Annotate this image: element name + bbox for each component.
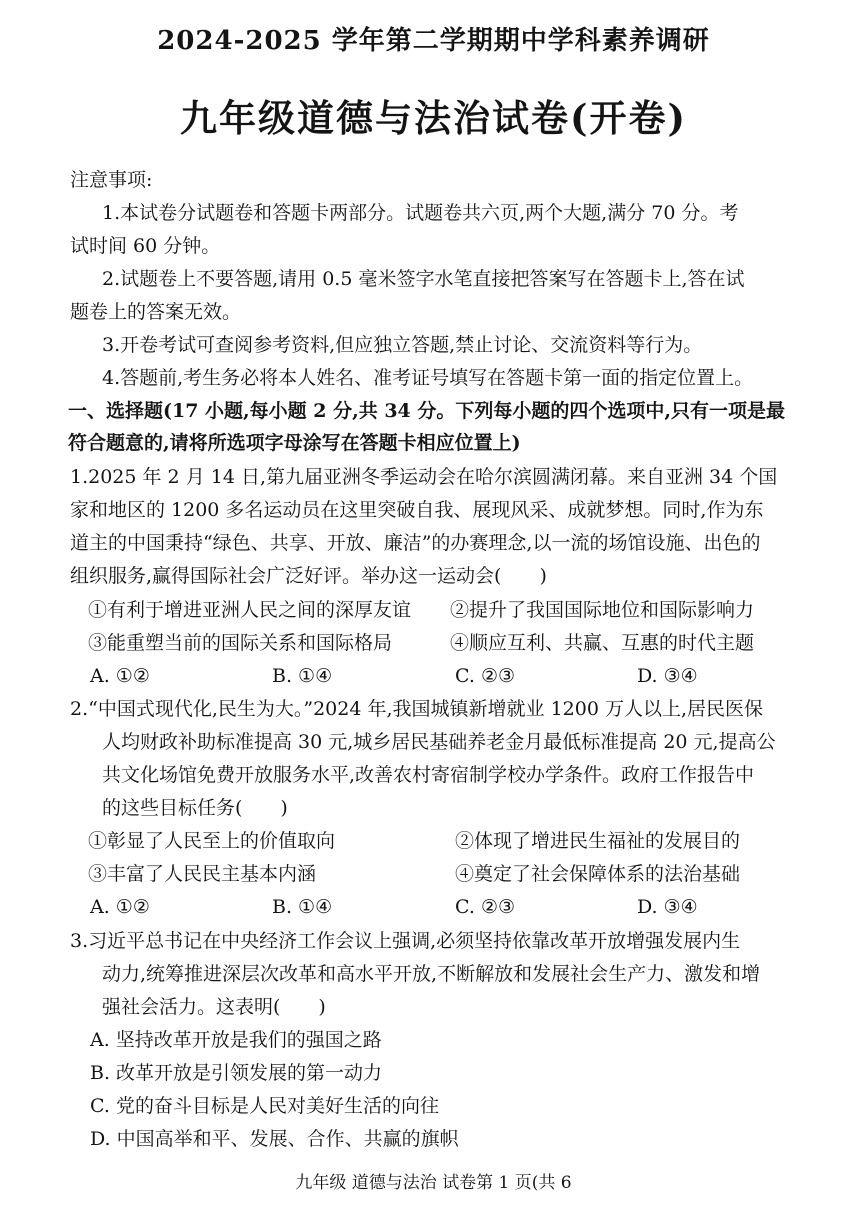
- q2-statement: ④奠定了社会保障体系的法治基础: [455, 863, 741, 885]
- exam-paper-title: 九年级道德与法治试卷(开卷): [179, 96, 687, 140]
- note-line: 2.试题卷上不要答题,请用 0.5 毫米签字水笔直接把答案写在答题卡上,答在试: [102, 268, 745, 290]
- note-line: 1.本试卷分试题卷和答题卡两部分。试题卷共六页,两个大题,满分 70 分。考: [102, 202, 739, 224]
- q1-choice-d: D. ③④: [637, 665, 698, 687]
- page-footer: 九年级 道德与法治 试卷第 1 页(共 6: [295, 1173, 572, 1193]
- q1-choice-b: B. ①④: [272, 665, 333, 687]
- q2-choice-b: B. ①④: [272, 896, 333, 918]
- question-1-text: 道主的中国秉持“绿色、共享、开放、廉洁”的办赛理念,以一流的场馆设施、出色的: [70, 532, 761, 554]
- q1-choice-a: A. ①②: [90, 665, 150, 687]
- note-line: 试时间 60 分钟。: [70, 235, 221, 257]
- q1-statement: ②提升了我国国际地位和国际影响力: [450, 599, 755, 621]
- question-2-text: 人均财政补助标准提高 30 元,城乡居民基础养老金月最低标准提高 20 元,提高公: [102, 731, 776, 753]
- q2-statement: ①彰显了人民至上的价值取向: [88, 830, 336, 852]
- question-1-text: 1.2025 年 2 月 14 日,第九届亚洲冬季运动会在哈尔滨圆满闭幕。来自亚洲 34 个国: [70, 466, 778, 488]
- question-3-text: 强社会活力。这表明( ): [102, 996, 326, 1018]
- question-3-text: 3.习近平总书记在中央经济工作会议上强调,必须坚持依靠改革开放增强发展内生: [70, 930, 741, 952]
- section-heading: 一、选择题(17 小题,每小题 2 分,共 34 分。下列每小题的四个选项中,只有一项是最: [68, 400, 786, 422]
- question-2-text: 的这些目标任务( ): [102, 797, 288, 819]
- note-line: 4.答题前,考生务必将本人姓名、准考证号填写在答题卡第一面的指定位置上。: [102, 367, 754, 389]
- section-heading: 符合题意的,请将所选项字母涂写在答题卡相应位置上): [68, 432, 521, 454]
- exam-term-title: 2024-2025 学年第二学期期中学科素养调研: [157, 26, 710, 56]
- q2-choice-c: C. ②③: [455, 896, 516, 918]
- question-2-text: 共文化场馆免费开放服务水平,改善农村寄宿制学校办学条件。政府工作报告中: [102, 764, 755, 786]
- question-1-text: 组织服务,赢得国际社会广泛好评。举办这一运动会( ): [70, 565, 547, 587]
- question-1-text: 家和地区的 1200 多名运动员在这里突破自我、展现风采、成就梦想。同时,作为东: [70, 499, 764, 521]
- question-2-text: 2.“中国式现代化,民生为大。”2024 年,我国城镇新增就业 1200 万人以上,居民医保: [70, 698, 764, 720]
- q3-option-c: C. 党的奋斗目标是人民对美好生活的向往: [90, 1095, 439, 1117]
- q1-statement: ③能重塑当前的国际关系和国际格局: [88, 632, 393, 654]
- q2-statement: ③丰富了人民民主基本内涵: [88, 863, 317, 885]
- q2-choice-d: D. ③④: [637, 896, 698, 918]
- question-3-text: 动力,统筹推进深层次改革和高水平开放,不断解放和发展社会生产力、激发和增: [102, 963, 761, 985]
- q3-option-a: A. 坚持改革开放是我们的强国之路: [90, 1029, 382, 1051]
- q1-choice-c: C. ②③: [455, 665, 516, 687]
- note-line: 题卷上的答案无效。: [70, 301, 242, 323]
- q3-option-d: D. 中国高举和平、发展、合作、共赢的旗帜: [90, 1128, 459, 1150]
- q1-statement: ①有利于增进亚洲人民之间的深厚友谊: [88, 599, 412, 621]
- q3-option-b: B. 改革开放是引领发展的第一动力: [90, 1062, 383, 1084]
- q1-statement: ④顺应互利、共赢、互惠的时代主题: [450, 632, 755, 654]
- notes-label: 注意事项:: [70, 169, 153, 191]
- q2-statement: ②体现了增进民生福祉的发展目的: [455, 830, 741, 852]
- q2-choice-a: A. ①②: [90, 896, 150, 918]
- note-line: 3.开卷考试可查阅参考资料,但应独立答题,禁止讨论、交流资料等行为。: [102, 334, 703, 356]
